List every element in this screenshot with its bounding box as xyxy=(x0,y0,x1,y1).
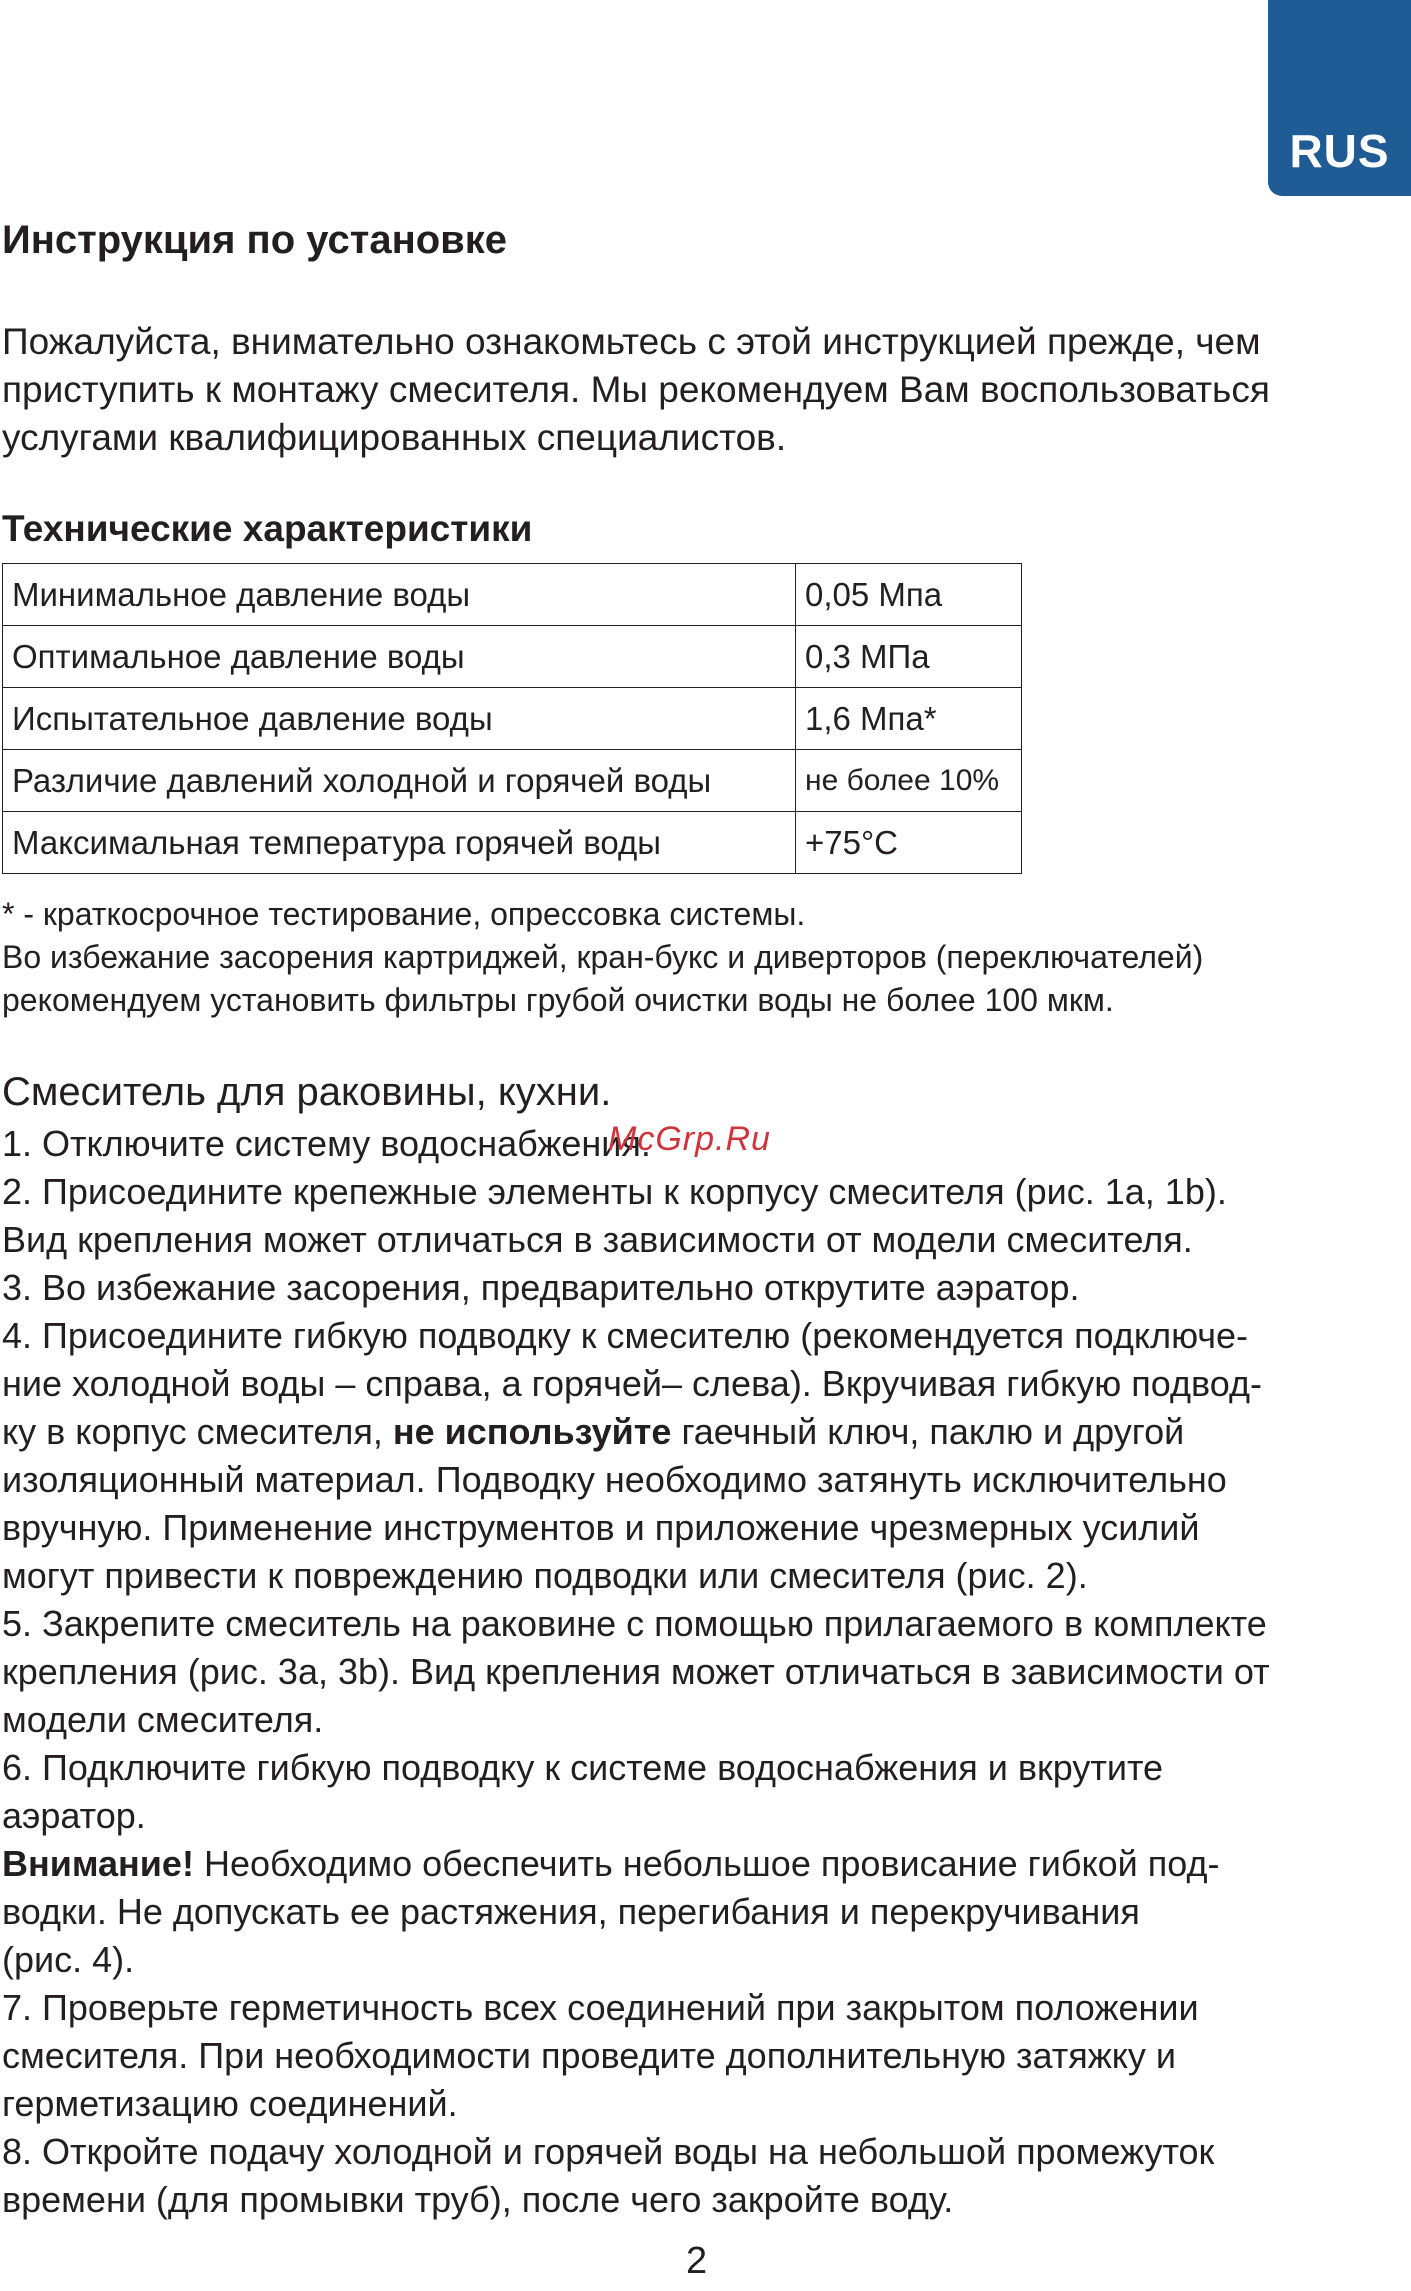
installation-steps xyxy=(2,1120,1408,2224)
step-line: 4. Присоедините гибкую подводку к смесителю (рекомендуется подключе- xyxy=(2,1315,1249,1356)
intro-line: Пожалуйста, внимательно ознакомьтесь с этой инструкцией прежде, чем xyxy=(2,321,1261,362)
table-row xyxy=(3,564,1022,626)
spec-label: Минимальное давление воды xyxy=(3,564,796,626)
step-line: 3. Во избежание засорения, предварительно открутите аэратор. xyxy=(2,1267,1080,1308)
spec-value: +75°С xyxy=(796,812,1022,874)
step-line: герметизацию соединений. xyxy=(2,2083,458,2124)
step-4 xyxy=(2,1312,1408,1600)
spec-label: Оптимальное давление воды xyxy=(3,626,796,688)
spec-value: 0,3 МПа xyxy=(796,626,1022,688)
step-line: 8. Откройте подачу холодной и горячей воды на небольшой промежуток xyxy=(2,2131,1215,2172)
step-line: (рис. 4). xyxy=(2,1939,135,1980)
step-line: ние холодной воды – справа, а горячей– слева). Вкручивая гибкую подвод- xyxy=(2,1363,1262,1404)
step-3 xyxy=(2,1264,1408,1312)
step-line: 2. Присоедините крепежные элементы к корпусу смесителя (рис. 1a, 1b). xyxy=(2,1171,1227,1212)
table-row xyxy=(3,750,1022,812)
table-row xyxy=(3,626,1022,688)
specs-table xyxy=(2,563,1022,874)
step-line: модели смесителя. xyxy=(2,1699,324,1740)
notes-paragraph xyxy=(2,893,1402,1022)
step-line: могут привести к повреждению подводки или смесителя (рис. 2). xyxy=(2,1555,1088,1596)
step-line: времени (для промывки труб), после чего закройте воду. xyxy=(2,2179,954,2220)
spec-label: Максимальная температура горячей воды xyxy=(3,812,796,874)
step-line: смесителя. При необходимости проведите дополнительную затяжку и xyxy=(2,2035,1177,2076)
table-row xyxy=(3,688,1022,750)
note-line: * - краткосрочное тестирование, опрессовка системы. xyxy=(2,896,806,932)
step-7 xyxy=(2,1984,1408,2128)
spec-value: 1,6 Мпа* xyxy=(796,688,1022,750)
step-line: гаечный ключ, паклю и другой xyxy=(671,1411,1185,1452)
step-line: водки. Не допускать ее растяжения, перегибания и перекручивания xyxy=(2,1891,1140,1932)
step-line: 5. Закрепите смеситель на раковине с помощью прилагаемого в комплекте xyxy=(2,1603,1267,1644)
step-8 xyxy=(2,2128,1408,2224)
specs-heading: Технические характеристики xyxy=(2,508,533,549)
spec-label: Испытательное давление воды xyxy=(3,688,796,750)
note-line: Во избежание засорения картриджей, кран-букс и диверторов (переключателей) xyxy=(2,939,1204,975)
language-badge xyxy=(1268,0,1411,196)
table-row xyxy=(3,812,1022,874)
step-2 xyxy=(2,1168,1408,1264)
watermark: McGrp.Ru xyxy=(608,1120,771,1158)
step-line: аэратор. xyxy=(2,1795,146,1836)
spec-value: 0,05 Мпа xyxy=(796,564,1022,626)
step-5 xyxy=(2,1600,1408,1744)
mixer-heading: Смеситель для раковины, кухни. xyxy=(2,1070,612,1114)
step-line: Вид крепления может отличаться в зависимости от модели смесителя. xyxy=(2,1219,1193,1260)
warning-label: Внимание! xyxy=(2,1843,194,1884)
intro-line: услугами квалифицированных специалистов. xyxy=(2,417,787,458)
page-title: Инструкция по установке xyxy=(2,218,508,262)
step-line: вручную. Применение инструментов и приложение чрезмерных усилий xyxy=(2,1507,1200,1548)
step-line: ку в корпус смесителя, xyxy=(2,1411,393,1452)
note-line: рекомендуем установить фильтры грубой очистки воды не более 100 мкм. xyxy=(2,982,1114,1018)
step-line: 1. Отключите систему водоснабжения. xyxy=(2,1123,651,1164)
step-6 xyxy=(2,1744,1408,1840)
emphasis-text: не используйте xyxy=(392,1411,672,1452)
language-code: RUS xyxy=(1289,125,1390,177)
spec-value: не более 10% xyxy=(796,750,1022,812)
step-line: крепления (рис. 3a, 3b). Вид крепления может отличаться в зависимости от xyxy=(2,1651,1270,1692)
intro-paragraph xyxy=(2,318,1392,462)
spec-label: Различие давлений холодной и горячей воды xyxy=(3,750,796,812)
intro-line: приступить к монтажу смесителя. Мы рекомендуем Вам воспользоваться xyxy=(2,369,1270,410)
warning-note xyxy=(2,1840,1408,1984)
step-line: 7. Проверьте герметичность всех соединений при закрытом положении xyxy=(2,1987,1199,2028)
step-line: изоляционный материал. Подводку необходимо затянуть исключительно xyxy=(2,1459,1227,1500)
page-number: 2 xyxy=(686,2240,708,2282)
step-line: 6. Подключите гибкую подводку к системе водоснабжения и вкрутите xyxy=(2,1747,1164,1788)
step-line: Необходимо обеспечить небольшое провисание гибкой под- xyxy=(193,1843,1220,1884)
